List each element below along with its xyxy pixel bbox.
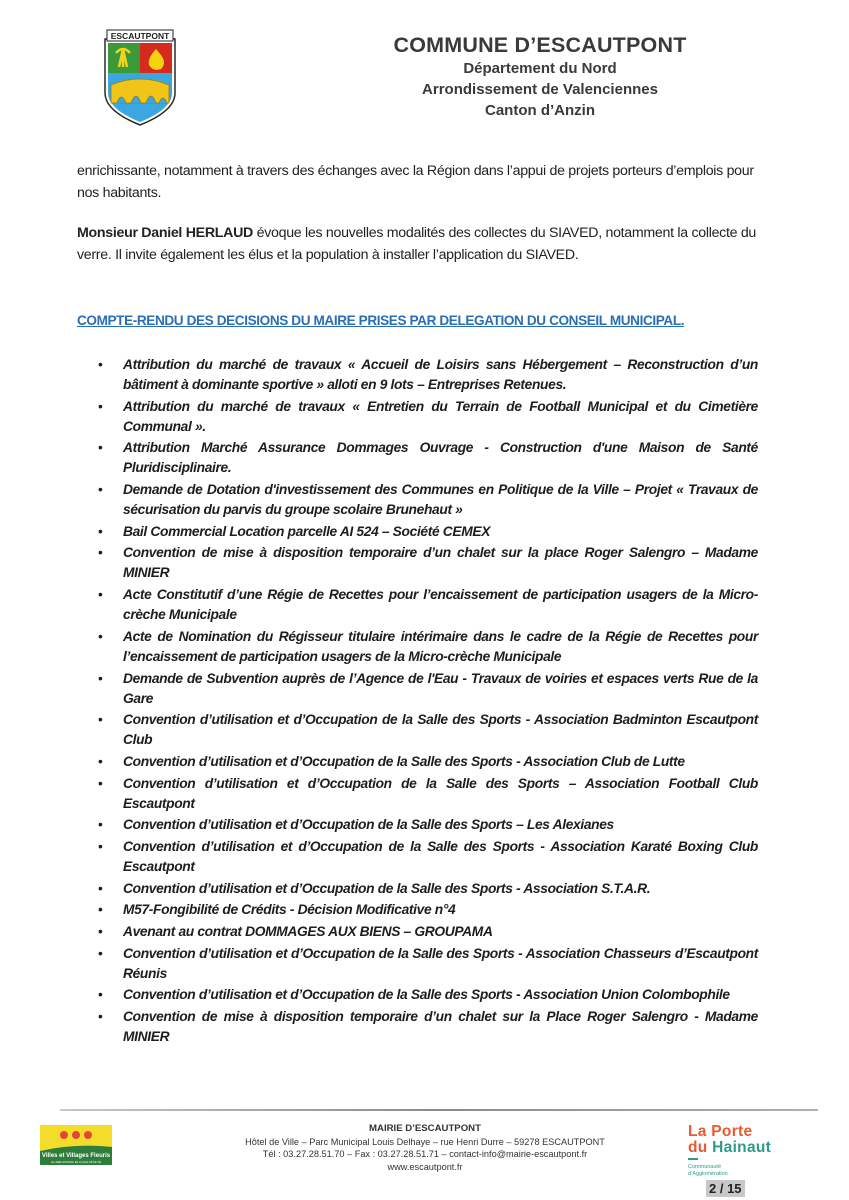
decision-text: M57-Fongibilité de Crédits - Décision Modificative n°4 bbox=[123, 902, 456, 918]
decision-item bbox=[96, 837, 758, 877]
letterhead bbox=[350, 32, 730, 121]
section-title: COMPTE-RENDU DES DECISIONS DU MAIRE PRISES PAR DELEGATION DU CONSEIL MUNICIPAL. bbox=[77, 313, 685, 328]
bullet-icon: • bbox=[98, 357, 103, 372]
decision-item bbox=[96, 1007, 758, 1047]
page-number: 2 / 15 bbox=[706, 1180, 745, 1197]
flower-icon bbox=[72, 1131, 80, 1139]
decision-item bbox=[96, 669, 758, 709]
vvf-sublabel: LE LABEL NATIONAL DE LA QUALITÉ DE VIE bbox=[50, 1161, 102, 1164]
bullet-icon: • bbox=[98, 775, 103, 791]
decision-text: Demande de Subvention auprès de l’Agence de l'Eau - Travaux de voiries et espaces verts Rue de la Gare bbox=[123, 670, 758, 706]
decision-item bbox=[96, 985, 758, 1005]
bullet-icon: • bbox=[98, 1009, 103, 1025]
partner-dash bbox=[688, 1158, 698, 1160]
commune-title: COMMUNE D’ESCAUTPONT bbox=[393, 33, 687, 57]
paragraph-herlaud bbox=[77, 222, 757, 266]
bullet-icon: • bbox=[98, 753, 103, 769]
canton-line: Canton d’Anzin bbox=[485, 102, 595, 119]
decision-text: Convention d’utilisation et d’Occupation de la Salle des Sports - Association Chasseurs d’Escautpont Réunis bbox=[123, 945, 758, 981]
bullet-icon: • bbox=[98, 902, 103, 918]
bullet-icon: • bbox=[98, 924, 103, 939]
vvf-label: Villes et Villages Fleuris bbox=[41, 1153, 111, 1159]
flower-icon bbox=[60, 1131, 68, 1139]
decision-text: Attribution du marché de travaux « Entretien du Terrain de Football Municipal et du Cimetière Communal ». bbox=[123, 398, 758, 434]
decision-item bbox=[96, 774, 758, 814]
escautpont-crest-logo bbox=[101, 27, 179, 127]
footer-contact-block bbox=[205, 1123, 645, 1173]
decision-item bbox=[96, 522, 758, 542]
decision-item bbox=[96, 480, 758, 520]
decision-item bbox=[96, 397, 758, 437]
decision-text: Convention de mise à disposition temporaire d’un chalet sur la Place Roger Salengro - Madame MINIER bbox=[123, 1009, 758, 1045]
decision-item bbox=[96, 585, 758, 625]
decision-item bbox=[96, 879, 758, 899]
decision-text: Bail Commercial Location parcelle AI 524 – Société CEMEX bbox=[123, 523, 491, 539]
crest-label: ESCAUTPONT bbox=[110, 31, 170, 41]
decision-text: Convention d’utilisation et d’Occupation de la Salle des Sports - Association Union Colombophile bbox=[123, 987, 730, 1003]
partner-sub1: Communauté bbox=[688, 1164, 722, 1170]
partner-sub2: d’Agglomération bbox=[688, 1170, 728, 1177]
bullet-icon: • bbox=[98, 670, 103, 686]
flower-icon bbox=[84, 1131, 92, 1139]
bullet-icon: • bbox=[98, 440, 103, 456]
decision-text: Demande de Dotation d'investissement des Communes en Politique de la Ville – Projet « Travaux de sécurisation du parvis du groupe scolaire Brunehaut » bbox=[123, 482, 758, 518]
bullet-icon: • bbox=[98, 880, 103, 896]
decision-text: Convention d’utilisation et d’Occupation de la Salle des Sports - Association Club de Lutte bbox=[123, 753, 685, 769]
bullet-icon: • bbox=[98, 945, 103, 961]
decision-item bbox=[96, 944, 758, 984]
decision-text: Convention de mise à disposition temporaire d’un chalet sur la place Roger Salengro – Madame MINIER bbox=[123, 545, 758, 581]
bullet-icon: • bbox=[98, 523, 103, 539]
bullet-icon: • bbox=[98, 398, 103, 414]
decision-text: Convention d’utilisation et d’Occupation de la Salle des Sports - Association Karaté Boxing Club Escautpont bbox=[123, 838, 758, 874]
footer-address: Hôtel de Ville – Parc Municipal Louis Delhaye – rue Henri Durre – 59278 ESCAUTPONT bbox=[245, 1136, 605, 1147]
partner-word-la: La bbox=[688, 1123, 712, 1140]
footer-contact: Tél : 03.27.28.51.70 – Fax : 03.27.28.51.71 – contact-info@mairie-escautpont.fr bbox=[262, 1149, 588, 1159]
decision-item bbox=[96, 815, 758, 835]
bullet-icon: • bbox=[98, 628, 103, 644]
decision-text: Acte de Nomination du Régisseur titulaire intérimaire dans le cadre de la Régie de Recettes pour l’encaissement de participation usagers de la Micro-crèche Municipale bbox=[123, 628, 758, 664]
decision-item bbox=[96, 543, 758, 583]
decision-text: Convention d’utilisation et d’Occupation de la Salle des Sports – Les Alexianes bbox=[123, 817, 614, 833]
la-porte-du-hainaut-logo bbox=[688, 1124, 788, 1177]
bullet-icon: • bbox=[98, 987, 103, 1003]
decision-text: Attribution Marché Assurance Dommages Ouvrage - Construction d'une Maison de Santé Pluridisciplinaire. bbox=[123, 440, 758, 476]
paragraph-herlaud-text: évoque les nouvelles modalités des collectes du SIAVED, notamment la collecte du verre. Il invite également les élus et la population à installer l’application du SIAVED. bbox=[77, 225, 757, 263]
decision-text: Convention d’utilisation et d’Occupation de la Salle des Sports – Association Football Club Escautpont bbox=[123, 775, 758, 811]
decision-item bbox=[96, 627, 758, 667]
bullet-icon: • bbox=[98, 838, 103, 854]
decision-item bbox=[96, 710, 758, 750]
decision-text: Convention d’utilisation et d’Occupation de la Salle des Sports - Association S.T.A.R. bbox=[123, 880, 651, 896]
decision-text: Acte Constitutif d’une Régie de Recettes pour l’encaissement de participation usagers de la Micro-crèche Municipale bbox=[123, 587, 758, 623]
bullet-icon: • bbox=[98, 587, 103, 603]
decisions-list bbox=[96, 355, 758, 1049]
footer-mairie: MAIRIE D’ESCAUTPONT bbox=[369, 1123, 481, 1134]
decision-item bbox=[96, 355, 758, 395]
arrondissement-line: Arrondissement de Valenciennes bbox=[422, 81, 658, 98]
speaker-name: Monsieur Daniel HERLAUD bbox=[77, 225, 253, 241]
bullet-icon: • bbox=[98, 817, 103, 833]
decision-item bbox=[96, 752, 758, 772]
partner-word-porte: Porte bbox=[711, 1123, 753, 1140]
decision-item bbox=[96, 900, 758, 920]
decision-text: Attribution du marché de travaux « Accueil de Loisirs sans Hébergement – Reconstruction d’un bâtiment à dominante sportive » alloti en 9 lots – Entreprises Retenues. bbox=[123, 357, 758, 392]
villes-villages-fleuris-logo bbox=[40, 1125, 112, 1165]
decision-text: Avenant au contrat DOMMAGES AUX BIENS – GROUPAMA bbox=[123, 924, 493, 939]
paragraph-continuation: enrichissante, notamment à travers des échanges avec la Région dans l’appui de projets porteurs d’emplois pour nos habitants. bbox=[77, 163, 754, 201]
partner-word-hainaut: Hainaut bbox=[712, 1139, 772, 1156]
department-line: Département du Nord bbox=[463, 60, 617, 77]
decision-item bbox=[96, 438, 758, 478]
footer-divider bbox=[60, 1109, 818, 1111]
decision-text: Convention d’utilisation et d’Occupation de la Salle des Sports - Association Badminton Escautpont Club bbox=[123, 712, 758, 748]
bullet-icon: • bbox=[98, 482, 103, 498]
partner-word-du: du bbox=[688, 1139, 713, 1156]
bullet-icon: • bbox=[98, 712, 103, 728]
bullet-icon: • bbox=[98, 545, 103, 561]
decision-item bbox=[96, 922, 758, 942]
footer-website: www.escautpont.fr bbox=[387, 1161, 463, 1172]
